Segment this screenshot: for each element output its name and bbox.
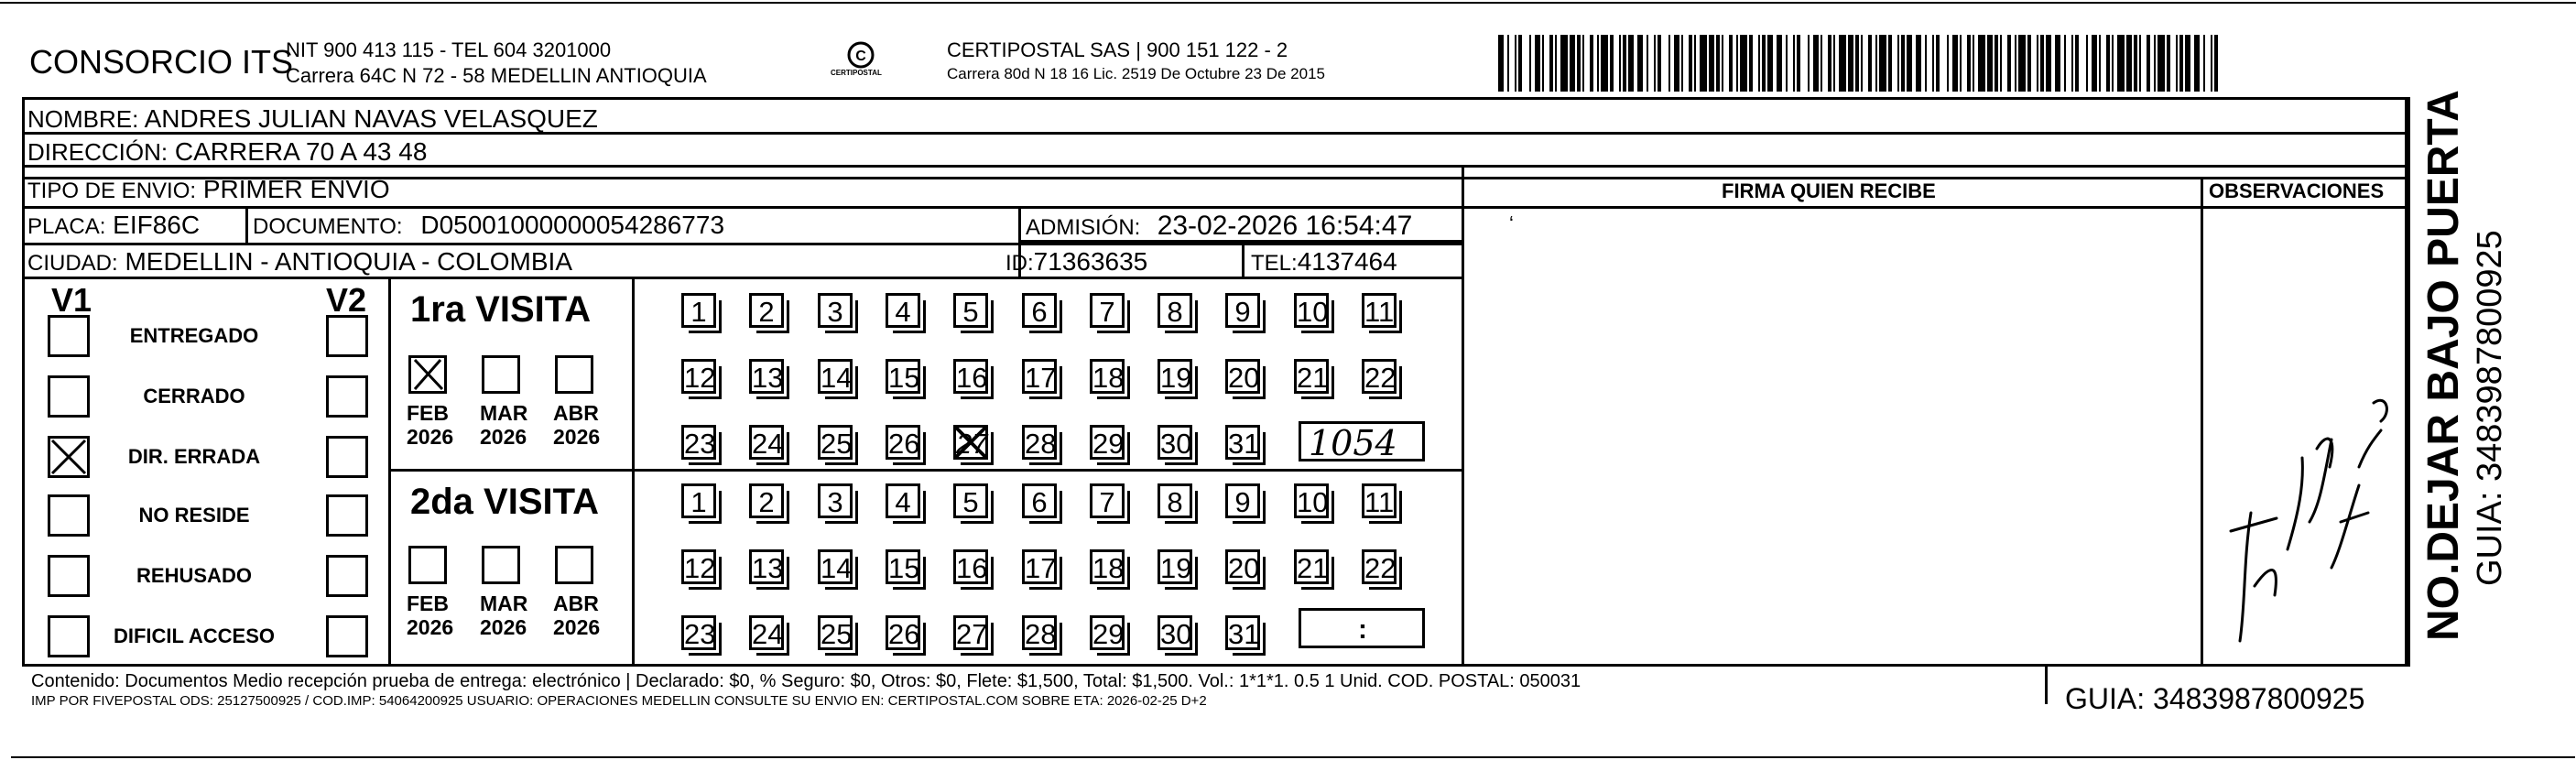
day-box[interactable]: 30 <box>1158 615 1192 650</box>
day-box[interactable]: 25 <box>818 425 853 460</box>
day-box[interactable]: 31 <box>1225 425 1260 460</box>
placa-row: PLACA: EIF86C <box>27 211 201 239</box>
month-year: 2026 <box>553 425 601 449</box>
day-box[interactable]: 1 <box>681 483 716 518</box>
day-box[interactable]: 21 <box>1294 549 1329 584</box>
day-box[interactable]: 15 <box>886 359 920 394</box>
day-box[interactable]: 21 <box>1294 359 1329 394</box>
id-row: ID:71363635 <box>1005 247 1148 276</box>
month-checkbox[interactable] <box>555 355 593 394</box>
month-year: 2026 <box>553 615 601 639</box>
day-box[interactable]: 10 <box>1294 293 1329 328</box>
day-box[interactable]: 8 <box>1158 293 1192 328</box>
v2-checkbox[interactable] <box>326 615 368 657</box>
day-box[interactable]: 22 <box>1362 359 1397 394</box>
v2-checkbox[interactable] <box>326 436 368 478</box>
day-box[interactable]: 23 <box>681 615 716 650</box>
day-box[interactable]: 20 <box>1225 549 1260 584</box>
month-checkbox[interactable] <box>555 546 593 584</box>
month-year: 2026 <box>480 615 527 639</box>
footer-print-info: IMP POR FIVEPOSTAL ODS: 25127500925 / COD.IMP: 54064200925 USUARIO: OPERACIONES MEDELLIN CONSULTE SU ENVIO EN: CERTIPOSTAL.COM SOBRE ETA: 2026-02-25 D+2 <box>31 693 1207 709</box>
day-box[interactable]: 26 <box>886 425 920 460</box>
company-name: CONSORCIO ITS <box>29 43 294 81</box>
status-label: CERRADO <box>143 385 245 407</box>
ciudad-row: CIUDAD: MEDELLIN - ANTIOQUIA - COLOMBIA <box>27 247 572 276</box>
day-box[interactable]: 16 <box>953 359 988 394</box>
svg-text:C: C <box>855 49 866 64</box>
day-box[interactable]: 30 <box>1158 425 1192 460</box>
v2-checkbox[interactable] <box>326 555 368 597</box>
month-year: 2026 <box>407 425 454 449</box>
day-box[interactable]: 13 <box>749 359 784 394</box>
observation-handwriting <box>2203 330 2401 659</box>
month-year: 2026 <box>407 615 454 639</box>
direccion-row: DIRECCIÓN: CARRERA 70 A 43 48 <box>27 137 428 166</box>
day-box[interactable]: 5 <box>953 483 988 518</box>
id-value: 71363635 <box>1033 247 1148 276</box>
day-box[interactable]: 17 <box>1022 549 1057 584</box>
day-box[interactable]: 29 <box>1090 615 1125 650</box>
v2-checkbox[interactable] <box>326 315 368 357</box>
day-box[interactable]: 17 <box>1022 359 1057 394</box>
month-name: ABR <box>553 592 599 615</box>
day-box[interactable]: 9 <box>1225 293 1260 328</box>
visit1-title: 1ra VISITA <box>410 289 592 330</box>
day-box[interactable]: 11 <box>1362 483 1397 518</box>
company-address: Carrera 64C N 72 - 58 MEDELLIN ANTIOQUIA <box>286 64 707 87</box>
status-label: DIFICIL ACCESO <box>113 624 275 647</box>
month-name: ABR <box>553 401 599 425</box>
day-box[interactable]: 7 <box>1090 483 1125 518</box>
nombre-row: NOMBRE: ANDRES JULIAN NAVAS VELASQUEZ <box>27 104 598 133</box>
day-box[interactable]: 18 <box>1090 359 1125 394</box>
status-label: REHUSADO <box>136 564 252 587</box>
day-box[interactable]: 3 <box>818 293 853 328</box>
v2-label: V2 <box>326 281 367 319</box>
month-name: FEB <box>407 401 449 425</box>
day-box[interactable]: 19 <box>1158 549 1192 584</box>
day-box[interactable]: 27 <box>953 425 988 460</box>
visit1-time-box <box>1299 421 1425 461</box>
day-box[interactable]: 12 <box>681 359 716 394</box>
day-box[interactable]: 6 <box>1022 483 1057 518</box>
day-box[interactable]: 25 <box>818 615 853 650</box>
ciudad-value: MEDELLIN - ANTIOQUIA - COLOMBIA <box>125 247 572 276</box>
day-box[interactable]: 29 <box>1090 425 1125 460</box>
documento-value: D05001000000054286773 <box>420 211 725 239</box>
day-box[interactable]: 20 <box>1225 359 1260 394</box>
tel-row: TEL:4137464 <box>1251 247 1397 276</box>
direccion-value: CARRERA 70 A 43 48 <box>174 137 428 166</box>
month-name: MAR <box>480 592 528 615</box>
visit2-time: : <box>1358 614 1367 645</box>
nombre-value: ANDRES JULIAN NAVAS VELASQUEZ <box>144 104 598 133</box>
status-label: DIR. ERRADA <box>127 445 261 468</box>
side-guia: GUIA: 3483987800925 <box>2471 230 2509 586</box>
status-label: ENTREGADO <box>129 324 259 347</box>
visit1-time: 1054 <box>1309 423 1397 463</box>
day-box[interactable]: 23 <box>681 425 716 460</box>
day-box[interactable]: 8 <box>1158 483 1192 518</box>
observaciones-header: OBSERVACIONES <box>2209 179 2385 202</box>
day-box[interactable]: 22 <box>1362 549 1397 584</box>
day-box[interactable]: 14 <box>818 549 853 584</box>
day-box[interactable]: 2 <box>749 293 784 328</box>
month-year: 2026 <box>480 425 527 449</box>
certipostal-logo <box>829 38 893 86</box>
day-box[interactable]: 19 <box>1158 359 1192 394</box>
v1-label: V1 <box>51 281 92 319</box>
side-title: NO.DEJAR BAJO PUERTA <box>2419 90 2468 641</box>
day-box[interactable]: 18 <box>1090 549 1125 584</box>
day-box[interactable]: 24 <box>749 425 784 460</box>
month-checkbox[interactable] <box>408 355 447 394</box>
day-box[interactable]: 15 <box>886 549 920 584</box>
admision-value: 23-02-2026 16:54:47 <box>1157 211 1413 241</box>
day-box[interactable]: 31 <box>1225 615 1260 650</box>
carrier-name: CERTIPOSTAL SAS | 900 151 122 - 2 <box>947 38 1288 61</box>
day-box[interactable]: 28 <box>1022 615 1057 650</box>
day-box[interactable]: 2 <box>749 483 784 518</box>
footer-content: Contenido: Documentos Medio recepción prueba de entrega: electrónico | Declarado: $0, % Seguro: $0, Otros: $0, Flete: $1,500, Total: $1,500. Vol.: 1*1*1. 0.5 1 Unid. COD. POSTAL: 050031 <box>31 671 1581 691</box>
month-checkbox[interactable] <box>482 355 520 394</box>
tipo-row: TIPO DE ENVIO: PRIMER ENVIO <box>27 175 390 203</box>
company-nit: NIT 900 413 115 - TEL 604 3201000 <box>286 38 612 61</box>
day-box[interactable]: 4 <box>886 293 920 328</box>
month-name: MAR <box>480 401 528 425</box>
documento-row: DOCUMENTO: D05001000000054286773 <box>253 211 725 239</box>
day-box[interactable]: 1 <box>681 293 716 328</box>
v2-checkbox[interactable] <box>326 375 368 418</box>
day-box[interactable]: 5 <box>953 293 988 328</box>
logo-text: CERTIPOSTAL <box>831 69 882 77</box>
day-box[interactable]: 24 <box>749 615 784 650</box>
barcode <box>1498 35 2223 92</box>
day-box[interactable]: 9 <box>1225 483 1260 518</box>
visit2-title: 2da VISITA <box>410 482 599 522</box>
day-box[interactable]: 11 <box>1362 293 1397 328</box>
day-box[interactable]: 4 <box>886 483 920 518</box>
day-box[interactable]: 27 <box>953 615 988 650</box>
day-box[interactable]: 10 <box>1294 483 1329 518</box>
day-box[interactable]: 26 <box>886 615 920 650</box>
day-box[interactable]: 3 <box>818 483 853 518</box>
day-box[interactable]: 28 <box>1022 425 1057 460</box>
status-label: NO RESIDE <box>138 504 250 527</box>
day-box[interactable]: 16 <box>953 549 988 584</box>
v2-checkbox[interactable] <box>326 494 368 537</box>
month-checkbox[interactable] <box>482 546 520 584</box>
month-checkbox[interactable] <box>408 546 447 584</box>
placa-value: EIF86C <box>113 211 201 239</box>
visit2-time-box <box>1299 608 1425 648</box>
admision-row: ADMISIÓN: 23-02-2026 16:54:47 <box>1026 211 1413 241</box>
footer-guia: GUIA: 3483987800925 <box>2065 682 2365 715</box>
day-box[interactable]: 6 <box>1022 293 1057 328</box>
day-box[interactable]: 12 <box>681 549 716 584</box>
tipo-value: PRIMER ENVIO <box>202 175 390 203</box>
tel-value: 4137464 <box>1297 247 1397 276</box>
carrier-address: Carrera 80d N 18 16 Lic. 2519 De Octubre 23 De 2015 <box>947 65 1325 82</box>
day-box[interactable]: 14 <box>818 359 853 394</box>
month-name: FEB <box>407 592 449 615</box>
day-box[interactable]: 13 <box>749 549 784 584</box>
day-box[interactable]: 7 <box>1090 293 1125 328</box>
firma-stray-mark: ʻ <box>1509 212 1514 235</box>
top-edge-line <box>0 2 2576 4</box>
firma-header: FIRMA QUIEN RECIBE <box>1722 179 1936 202</box>
bottom-edge-line <box>11 756 2575 758</box>
